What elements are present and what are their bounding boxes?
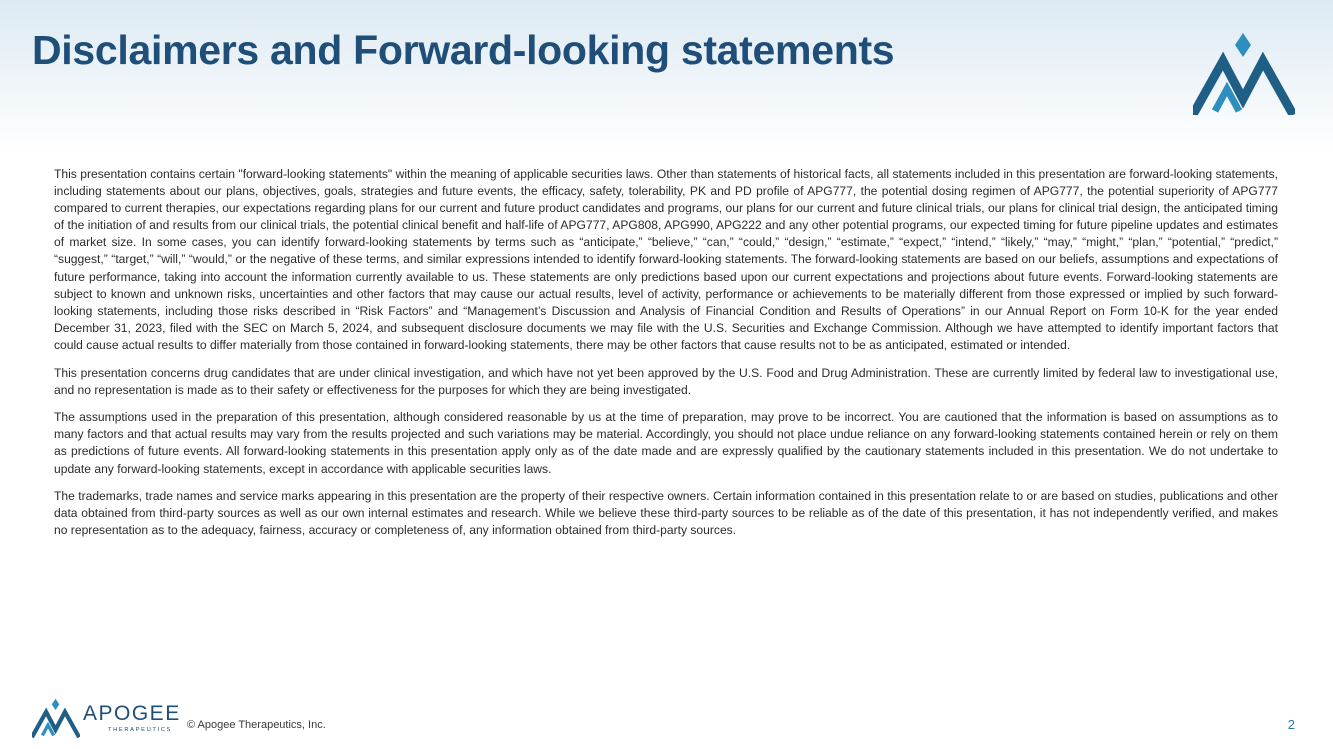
brand-name: APOGEE	[83, 702, 181, 725]
disclaimer-body	[54, 166, 1278, 550]
apogee-footer-logo-icon	[32, 697, 80, 739]
copyright-notice: © Apogee Therapeutics, Inc.	[187, 719, 326, 731]
disclaimer-paragraph-forward-looking: This presentation contains certain "forward-looking statements" within the meaning of applicable securities laws. Other than statements of historical facts, all statements included in this presentation are forward-looking statements, including statements about our plans, objectives, goals, strategies and future events, the efficacy, safety, tolerability, PK and PD profile of APG777, the potential dosing regimen of APG777, the potential superiority of APG777 compared to current therapies, our expectations regarding plans for our current and future product candidates and programs, our plans for our current and future clinical trials, our plans for clinical trial design, the anticipated timing of the initiation of and results from our clinical trials, the potential clinical benefit and half-life of APG777, APG808, APG990, APG222 and any other potential programs, our expected timing for future pipeline updates and estimates of market size. In some cases, you can identify forward-looking statements by terms such as “anticipate,” “believe,” “can,” “could,” “design,” “estimate,” “expect,” “intend,” “likely,” “may,” “might,” “plan,” “potential,” “predict,” “suggest,” “target,” “will,” “would,” or the negative of these terms, and similar expressions intended to identify forward-looking statements. The forward-looking statements are based on our beliefs, assumptions and expectations of future performance, taking into account the information currently available to us. These statements are only predictions based upon our current expectations and projections about future events. Forward-looking statements are subject to known and unknown risks, uncertainties and other factors that may cause our actual results, level of activity, performance or achievements to be materially different from those expressed or implied by such forward-looking statements, including those risks described in “Risk Factors” and “Management’s Discussion and Analysis of Financial Condition and Results of Operations” in our Annual Report on Form 10-K for the year ended December 31, 2023, filed with the SEC on March 5, 2024, and subsequent disclosure documents we may file with the U.S. Securities and Exchange Commission. Although we have attempted to identify important factors that could cause actual results to differ materially from those contained in forward-looking statements, there may be other factors that cause results not to be as anticipated, estimated or intended.	[54, 167, 1278, 352]
page-number: 2	[1287, 717, 1295, 732]
disclaimer-paragraph-trademarks: The trademarks, trade names and service marks appearing in this presentation are the property of their respective owners. Certain information contained in this presentation relate to or are based on studies, publications and other data obtained from third-party sources as well as our own internal estimates and research. While we believe these third-party sources to be reliable as of the date of this presentation, it has not independently verified, and makes no representation as to the adequacy, fairness, accuracy or completeness of, any information obtained from third-party sources.	[54, 489, 1278, 538]
disclaimer-paragraph-assumptions: The assumptions used in the preparation of this presentation, although considered reasonable by us at the time of preparation, may prove to be incorrect. You are cautioned that the information is based on assumptions as to many factors and that actual results may vary from the results projected and such variations may be material. Accordingly, you should not place undue reliance on any forward-looking statements contained herein or rely on them as predictions of future events. All forward-looking statements in this presentation apply only as of the date made and are expressly qualified by the cautionary statements included in this presentation. We do not undertake to update any forward-looking statements, except in accordance with applicable securities laws.	[54, 410, 1278, 476]
brand-subtitle: THERAPEUTICS	[108, 727, 172, 733]
disclaimer-paragraph-clinical: This presentation concerns drug candidates that are under clinical investigation, and which have not yet been approved by the U.S. Food and Drug Administration. These are currently limited by federal law to investigational use, and no representation is made as to their safety or effectiveness for the purposes for which they are being investigated.	[54, 365, 1278, 397]
slide-title: Disclaimers and Forward-looking statements	[32, 27, 895, 73]
apogee-logo-icon	[1193, 33, 1295, 115]
